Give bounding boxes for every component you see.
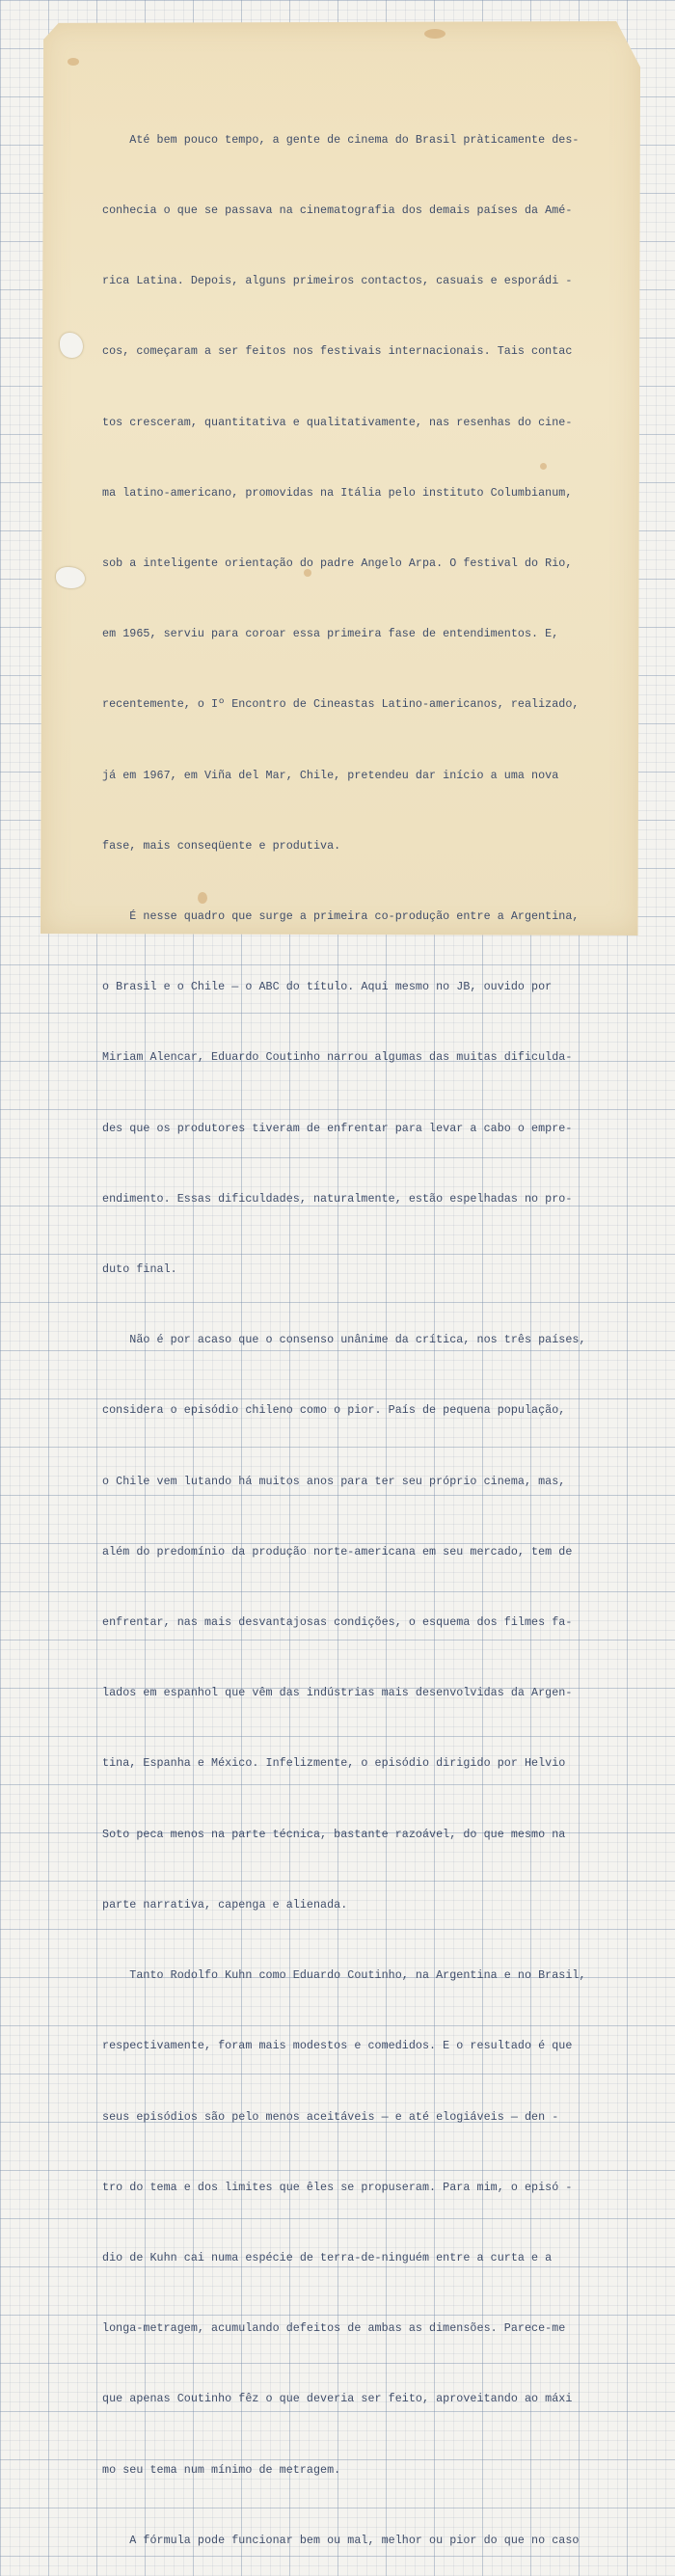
text-line: considera o episódio chileno como o pior. País de pequena população, [102, 1403, 566, 1418]
paper-stain [68, 58, 79, 66]
paper-tear [60, 333, 83, 358]
text-line: lados em espanhol que vêm das indústrias mais desenvolvidas da Argen- [102, 1686, 573, 1700]
text-line: enfrentar, nas mais desvantajosas condições, o esquema dos filmes fa- [102, 1615, 573, 1630]
text-line: Até bem pouco tempo, a gente de cinema do Brasil pràticamente des- [102, 132, 580, 147]
text-line: fase, mais conseqüente e produtiva. [102, 838, 341, 853]
text-line: seus episódios são pelo menos aceitáveis — e até elogiáveis — den - [102, 2109, 559, 2124]
text-line: Miriam Alencar, Eduardo Coutinho narrou algumas das muitas dificulda- [102, 1050, 573, 1065]
text-line: o Brasil e o Chile — o ABC do título. Aqui mesmo no JB, ouvido por [102, 980, 553, 994]
text-line: tro do tema e dos limites que êles se propuseram. Para mim, o episó - [102, 2180, 573, 2194]
text-line: em 1965, serviu para coroar essa primeira fase de entendimentos. E, [102, 627, 559, 641]
text-line: endimento. Essas dificuldades, naturalmente, estão espelhadas no pro- [102, 1191, 573, 1206]
text-line: longa-metragem, acumulando defeitos de ambas as dimensões. Parece-me [102, 2321, 566, 2336]
text-line: dio de Kuhn cai numa espécie de terra-de-ninguém entre a curta e a [102, 2250, 553, 2264]
text-line: sob a inteligente orientação do padre Angelo Arpa. O festival do Rio, [102, 556, 573, 571]
text-line: Soto peca menos na parte técnica, bastante razoável, do que mesmo na [102, 1827, 566, 1841]
text-line: recentemente, o Iº Encontro de Cineastas Latino-americanos, realizado, [102, 697, 580, 712]
text-line: Tanto Rodolfo Kuhn como Eduardo Coutinho, na Argentina e no Brasil, [102, 1968, 586, 1983]
text-line: já em 1967, em Viña del Mar, Chile, pretendeu dar início a uma nova [102, 768, 559, 782]
document-body [102, 81, 611, 2576]
text-line: que apenas Coutinho fêz o que deveria ser feito, aproveitando ao máxi [102, 2392, 573, 2406]
text-line: o Chile vem lutando há muitos anos para ter seu próprio cinema, mas, [102, 1474, 566, 1488]
text-line: ma latino-americano, promovidas na Itália pelo instituto Columbianum, [102, 485, 573, 500]
text-line: rica Latina. Depois, alguns primeiros contactos, casuais e esporádi - [102, 274, 573, 288]
paper-stain [424, 29, 446, 39]
text-line: des que os produtores tiveram de enfrentar para levar a cabo o empre- [102, 1121, 573, 1135]
text-line: conhecia o que se passava na cinematografia dos demais países da Amé- [102, 203, 573, 218]
text-line: cos, começaram a ser feitos nos festivais internacionais. Tais contac [102, 344, 573, 359]
paper-tear [56, 567, 85, 588]
text-line: parte narrativa, capenga e alienada. [102, 1897, 348, 1912]
text-line: além do predomínio da produção norte-americana em seu mercado, tem de [102, 1544, 573, 1559]
text-line: duto final. [102, 1262, 177, 1277]
text-line: tina, Espanha e México. Infelizmente, o episódio dirigido por Helvio [102, 1756, 566, 1771]
text-line: É nesse quadro que surge a primeira co-produção entre a Argentina, [102, 909, 580, 924]
text-line: Não é por acaso que o consenso unânime da crítica, nos três países, [102, 1333, 586, 1347]
text-line: tos cresceram, quantitativa e qualitativamente, nas resenhas do cine- [102, 415, 573, 429]
text-line: A fórmula pode funcionar bem ou mal, melhor ou pior do que no caso [102, 2533, 580, 2547]
text-line: respectivamente, foram mais modestos e comedidos. E o resultado é que [102, 2039, 573, 2053]
text-line: mo seu tema num mínimo de metragem. [102, 2462, 341, 2477]
